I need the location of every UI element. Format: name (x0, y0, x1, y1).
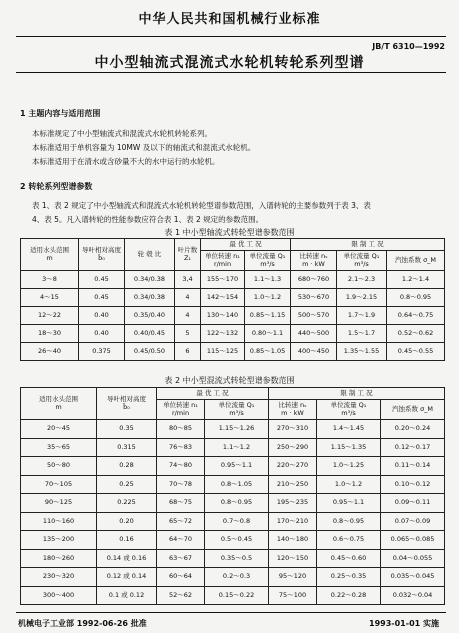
table-cell: 63～67 (157, 549, 205, 568)
table-cell: 0.065～0.085 (381, 531, 445, 550)
table-cell: 270～310 (269, 420, 317, 439)
table-cell: 135～200 (21, 531, 97, 550)
table-cell: 0.40/0.45 (125, 325, 175, 343)
table-cell: 0.20 (97, 512, 157, 531)
table-cell: 1.0～1.2 (317, 475, 381, 494)
table-cell: 0.8～0.95 (387, 289, 445, 307)
table-cell: 6 (175, 343, 201, 361)
table-cell: 195～235 (269, 494, 317, 513)
table-cell: 1.35～1.55 (337, 343, 387, 361)
table-cell: 300～400 (21, 586, 97, 605)
t1-col-hub-ratio: 轮 毂 比 (125, 239, 175, 271)
section-1-heading: 1 主题内容与适用范围 (20, 109, 101, 118)
document-title: 中小型轴流式混流式水轮机转轮系列型谱 (94, 55, 365, 71)
table-row (21, 531, 445, 550)
table-cell: 0.40 (79, 325, 125, 343)
section-1-line-3: 本标准适用于在清水或含砂量不大的水中运行的水轮机。 (32, 157, 220, 166)
table-cell: 50～80 (21, 457, 97, 476)
t2-col-head: 适用水头范围 m (21, 388, 97, 420)
table-cell: 0.45～0.55 (387, 343, 445, 361)
table-cell: 0.14 或 0.16 (97, 549, 157, 568)
table-cell: 155～170 (201, 271, 245, 289)
table-cell: 0.28 (97, 457, 157, 476)
t1-col-opt-flow: 单位流量 Q₁ m³/s (245, 251, 291, 271)
table-cell: 0.12～0.17 (381, 438, 445, 457)
table-cell: 0.11～0.14 (381, 457, 445, 476)
t1-col-blades: 叶片数 Z₁ (175, 239, 201, 271)
table-cell: 0.45/0.50 (125, 343, 175, 361)
table-cell: 0.16 (97, 531, 157, 550)
table-row (21, 494, 445, 513)
table-cell: 0.15～0.22 (205, 586, 269, 605)
table-row (21, 343, 445, 361)
t2-col-lim-flow: 单位流量 Q₁ m³/s (317, 400, 381, 420)
section-2-line-2: 4、表 5。凡入谱转轮的性能参数应符合表 1、表 2 规定的参数范围。 (32, 215, 264, 224)
table-cell: 68～75 (157, 494, 205, 513)
table-row (21, 438, 445, 457)
table-cell: 0.64～0.75 (387, 307, 445, 325)
table-cell: 5 (175, 325, 201, 343)
table-cell: 70～78 (157, 475, 205, 494)
table-cell: 170～210 (269, 512, 317, 531)
table-cell: 60～64 (157, 568, 205, 587)
table-cell: 680～760 (291, 271, 337, 289)
t1-group-limit: 限 制 工 况 (291, 239, 445, 251)
table-cell: 65～72 (157, 512, 205, 531)
table-cell: 0.2～0.3 (205, 568, 269, 587)
table-cell: 2.1～2.3 (337, 271, 387, 289)
table-row (21, 457, 445, 476)
approval-date: 机械电子工业部 1992-06-26 批准 (18, 619, 147, 628)
table-cell: 75～100 (269, 586, 317, 605)
table-row (21, 568, 445, 587)
table-cell: 115～125 (201, 343, 245, 361)
table-cell: 400～450 (291, 343, 337, 361)
table-cell: 500～570 (291, 307, 337, 325)
table-cell: 220～270 (269, 457, 317, 476)
table-cell: 0.20～0.24 (381, 420, 445, 439)
t1-group-optimal: 最 优 工 况 (201, 239, 291, 251)
table-row (21, 420, 445, 439)
table-2-caption: 表 2 中小型混流式转轮型谱参数范围 (164, 376, 295, 385)
table-cell: 180～260 (21, 549, 97, 568)
table-cell: 0.40 (79, 307, 125, 325)
table-row (21, 289, 445, 307)
table-cell: 210～250 (269, 475, 317, 494)
table-cell: 110～160 (21, 512, 97, 531)
table-cell: 122～132 (201, 325, 245, 343)
table-cell: 0.45 (79, 289, 125, 307)
table-2 (20, 387, 445, 605)
table-cell: 20～45 (21, 420, 97, 439)
table-cell: 0.225 (97, 494, 157, 513)
table-cell: 1.4～1.45 (317, 420, 381, 439)
table-cell: 1.15～1.26 (205, 420, 269, 439)
table-cell: 0.09～0.11 (381, 494, 445, 513)
table-cell: 0.04～0.055 (381, 549, 445, 568)
table-cell: 1.0～1.2 (245, 289, 291, 307)
table-row (21, 307, 445, 325)
table-row (21, 475, 445, 494)
table-cell: 0.8～1.05 (205, 475, 269, 494)
table-cell: 1.15～1.35 (317, 438, 381, 457)
table-cell: 0.315 (97, 438, 157, 457)
table-cell: 80～85 (157, 420, 205, 439)
table-cell: 4 (175, 307, 201, 325)
table-cell: 530～670 (291, 289, 337, 307)
table-cell: 0.35～0.5 (205, 549, 269, 568)
t2-group-limit: 限 制 工 况 (269, 388, 445, 400)
table-row (21, 549, 445, 568)
table-cell: 0.95～1.1 (317, 494, 381, 513)
table-cell: 130～140 (201, 307, 245, 325)
table-cell: 3～8 (21, 271, 79, 289)
table-cell: 74～80 (157, 457, 205, 476)
table-cell: 0.45 (79, 271, 125, 289)
table-cell: 90～125 (21, 494, 97, 513)
table-cell: 0.5～0.45 (205, 531, 269, 550)
table-cell: 0.7～0.8 (205, 512, 269, 531)
table-1 (20, 238, 445, 361)
table-cell: 0.07～0.09 (381, 512, 445, 531)
table-cell: 0.25 (97, 475, 157, 494)
title-rule (16, 72, 446, 73)
t1-col-opt-speed: 单位转速 n₁ r/min (201, 251, 245, 271)
table-cell: 1.1～1.2 (205, 438, 269, 457)
table-cell: 0.25～0.35 (317, 568, 381, 587)
table-cell: 0.34/0.38 (125, 271, 175, 289)
table-row (21, 271, 445, 289)
table-cell: 0.34/0.38 (125, 289, 175, 307)
table-cell: 1.0～1.25 (317, 457, 381, 476)
table-cell: 18～30 (21, 325, 79, 343)
table-cell: 76～83 (157, 438, 205, 457)
t2-col-cavitation: 汽蚀系数 σ_M (381, 400, 445, 420)
t2-group-optimal: 最 优 工 况 (157, 388, 269, 400)
t1-col-cavitation: 汽蚀系数 σ_M (387, 251, 445, 271)
section-1-line-1: 本标准规定了中小型轴流式和混流式水轮机转轮系列。 (32, 129, 212, 138)
table-cell: 0.8～0.95 (317, 512, 381, 531)
t1-col-lim-flow: 单位流量 Q₁ m³/s (337, 251, 387, 271)
table-cell: 0.95～1.1 (205, 457, 269, 476)
effective-date: 1993-01-01 实施 (369, 619, 439, 628)
table-row (21, 512, 445, 531)
table-cell: 440～500 (291, 325, 337, 343)
table-cell: 4～15 (21, 289, 79, 307)
table-cell: 0.12 或 0.14 (97, 568, 157, 587)
footer-rule (16, 612, 446, 613)
table-cell: 0.85～1.15 (245, 307, 291, 325)
t1-col-head: 适用水头范围 m (21, 239, 79, 271)
table-cell: 1.9～2.15 (337, 289, 387, 307)
table-cell: 0.10～0.12 (381, 475, 445, 494)
table-cell: 230～320 (21, 568, 97, 587)
table-cell: 1.7～1.9 (337, 307, 387, 325)
table-cell: 0.35 (97, 420, 157, 439)
table-cell: 0.22～0.28 (317, 586, 381, 605)
table-cell: 0.80～1.1 (245, 325, 291, 343)
table-cell: 4 (175, 289, 201, 307)
table-cell: 0.35/0.40 (125, 307, 175, 325)
table-cell: 1.1～1.3 (245, 271, 291, 289)
table-cell: 35～65 (21, 438, 97, 457)
table-cell: 12～22 (21, 307, 79, 325)
table-cell: 52～62 (157, 586, 205, 605)
table-cell: 3,4 (175, 271, 201, 289)
table-cell: 0.8～0.95 (205, 494, 269, 513)
table-cell: 120～150 (269, 549, 317, 568)
table-cell: 250～290 (269, 438, 317, 457)
section-1-line-2: 本标准适用于单机容量为 10MW 及以下的轴流式和混流式水轮机。 (32, 143, 256, 152)
t2-col-specific-speed: 比转速 nₛ m · kW (269, 400, 317, 420)
table-cell: 0.032～0.04 (381, 586, 445, 605)
table-cell: 0.1 或 0.12 (97, 586, 157, 605)
table-cell: 26～40 (21, 343, 79, 361)
table-cell: 140～180 (269, 531, 317, 550)
table-cell: 1.2～1.4 (387, 271, 445, 289)
table-cell: 70～105 (21, 475, 97, 494)
table-cell: 0.375 (79, 343, 125, 361)
table-1-caption: 表 1 中小型轴流式转轮型谱参数范围 (164, 228, 295, 237)
section-2-line-1: 表 1、表 2 规定了中小型轴流式和混流式水轮机转轮型谱参数范围，入谱转轮的主要参数列于表 3、表 (32, 201, 371, 210)
t2-col-opt-speed: 单位转速 n₁ r/min (157, 400, 205, 420)
table-cell: 64～70 (157, 531, 205, 550)
table-cell: 0.6～0.75 (317, 531, 381, 550)
standard-number: JB/T 6310—1992 (372, 42, 445, 51)
table-row (21, 325, 445, 343)
table-cell: 0.035～0.045 (381, 568, 445, 587)
table-cell: 1.5～1.7 (337, 325, 387, 343)
table-cell: 95～120 (269, 568, 317, 587)
t2-col-opt-flow: 单位流量 Q₁ m³/s (205, 400, 269, 420)
t1-col-specific-speed: 比转速 nₛ m · kW (291, 251, 337, 271)
table-cell: 142～154 (201, 289, 245, 307)
table-cell: 0.45～0.60 (317, 549, 381, 568)
section-2-heading: 2 转轮系列型谱参数 (20, 182, 93, 191)
header-rule (16, 36, 446, 37)
table-row (21, 586, 445, 605)
t2-col-guide-height: 导叶相对高度 b̄₀ (97, 388, 157, 420)
table-cell: 0.85～1.05 (245, 343, 291, 361)
t1-col-guide-height: 导叶相对高度 b̄₀ (79, 239, 125, 271)
table-cell: 0.52～0.62 (387, 325, 445, 343)
issuing-body: 中华人民共和国机械行业标准 (138, 12, 321, 27)
